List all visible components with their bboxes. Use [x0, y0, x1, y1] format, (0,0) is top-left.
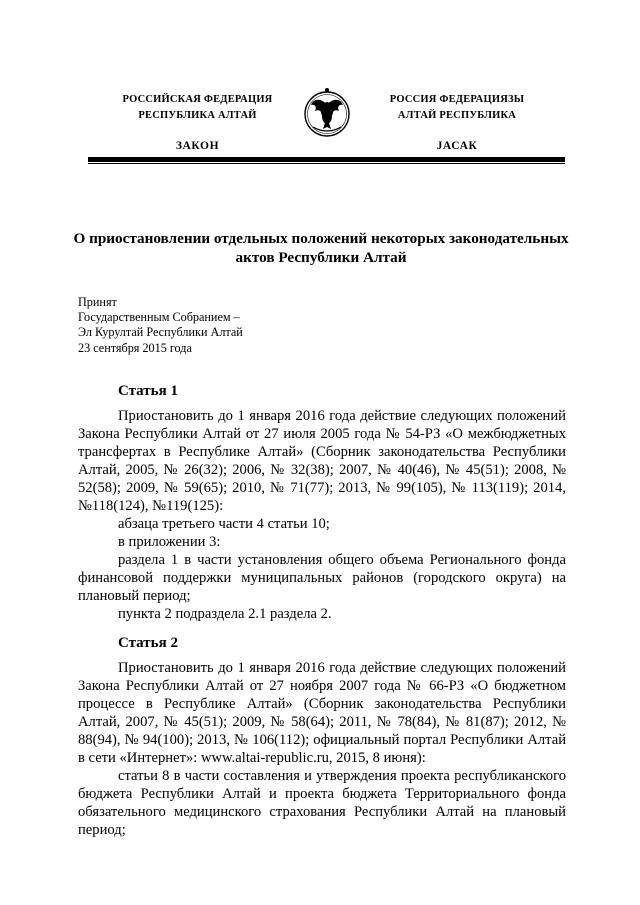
header-republic-alt: АЛТАЙ РЕСПУБЛИКА: [397, 110, 517, 121]
article-2-paragraph: Приостановить до 1 января 2016 года действие следующих положений Закона Республики Алтай от 27 ноября 2007 года № 66-РЗ «О бюджетном процессе в Республике Алтай» (Сборник законодательства Республики Алтай, 2007, № 45(51); 2009, № 58(64); 2011, № 78(84), № 81(87); 2012, № 88(94), № 94(100); 2013, № 106(112); официальный портал Республики Алтай в сети «Интернет»: www.altai-republic.ru, 2015, 8 июня):: [78, 660, 566, 766]
article-1-paragraph: пункта 2 подраздела 2.1 раздела 2.: [118, 606, 332, 622]
article-1-heading: Статья 1: [118, 383, 178, 399]
article-1-paragraph: Приостановить до 1 января 2016 года действие следующих положений Закона Республики Алтай от 27 июля 2005 года № 54-РЗ «О межбюджетных трансфертах в Республике Алтай» (Сборник законодательства Республики Алтай, 2005, № 26(32); 2006, № 32(38); 2007, № 40(46), № 45(51); 2008, № 52(58); 2009, № 59(65); 2010, № 71(77); 2013, № 99(105), № 113(119); 2014, №118(124), №119(125):: [78, 408, 566, 514]
header-divider-thin: [88, 163, 565, 164]
adopted-body: Государственным Собранием –: [78, 310, 240, 325]
law-title: О приостановлении отдельных положений некоторых законодательных актов Республики Алтай: [73, 230, 569, 266]
adopted-label: Принят: [78, 295, 117, 309]
adoption-block: [78, 295, 378, 356]
header-russian: [105, 92, 290, 154]
header-divider-thick: [88, 157, 565, 162]
header-doctype-alt: JАСАК: [436, 140, 478, 152]
header-republic-ru: РЕСПУБЛИКА АЛТАЙ: [138, 110, 257, 121]
coat-of-arms-icon: [303, 83, 351, 145]
article-1-paragraph: раздела 1 в части установления общего объема Регионального фонда финансовой поддержки муниципальных районов (городского округа) на плановый период;: [78, 552, 566, 604]
header-doctype-ru: ЗАКОН: [175, 140, 220, 152]
article-1-paragraph: в приложении 3:: [118, 534, 221, 550]
adopted-body-name: Эл Курултай Республики Алтай: [78, 325, 243, 340]
header-country-alt: РОССИЯ ФЕДЕРАЦИЯЗЫ: [389, 94, 525, 105]
article-2-heading: Статья 2: [118, 635, 178, 651]
header-country-ru: РОССИЙСКАЯ ФЕДЕРАЦИЯ: [122, 94, 273, 105]
header-altai: [362, 92, 552, 154]
article-2-paragraph: статьи 8 в части составления и утверждения проекта республиканского бюджета Республики Алтай и проекта бюджета Территориального фонда обязательного медицинского страхования Республики Алтай на плановый период;: [78, 768, 566, 838]
article-1-paragraph: абзаца третьего части 4 статьи 10;: [118, 516, 330, 532]
law-body: [78, 381, 566, 839]
adopted-date: 23 сентября 2015 года: [78, 340, 192, 355]
